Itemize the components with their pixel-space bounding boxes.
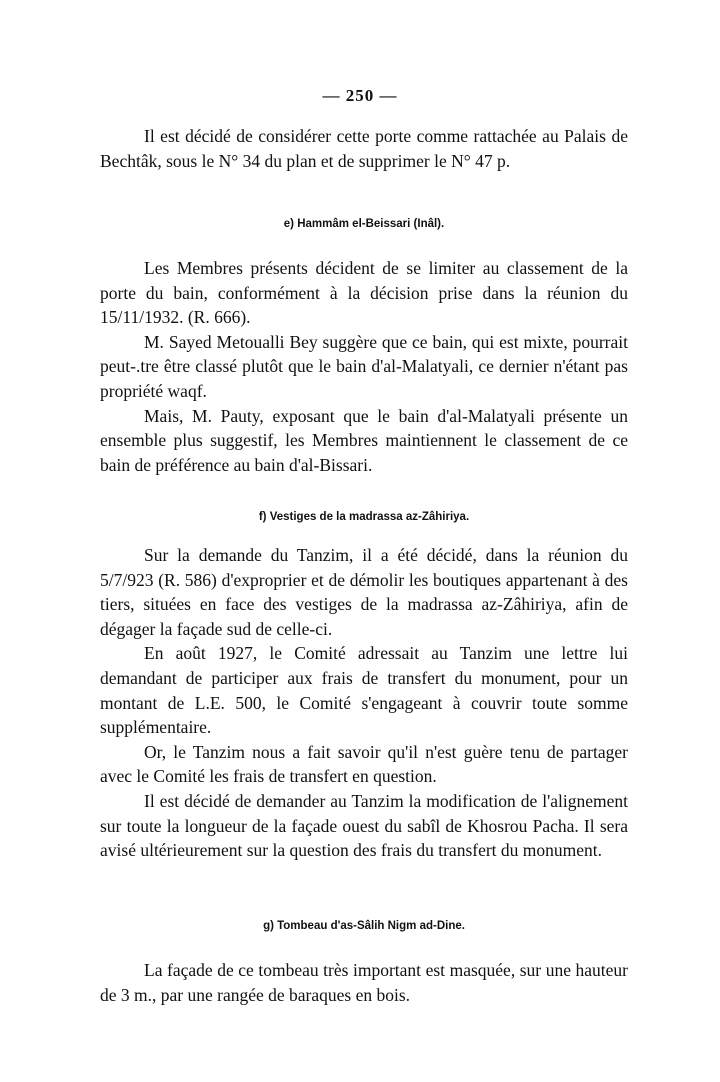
section-heading-g: g) Tombeau d'as-Sâlih Nigm ad-Dine.	[263, 920, 465, 932]
section-f-body	[100, 543, 628, 863]
paragraph: Or, le Tanzim nous a fait savoir qu'il n'est guère tenu de partager avec le Comité les frais de transfert en question.	[100, 741, 628, 787]
paragraph: Sur la demande du Tanzim, il a été décidé, dans la réunion du 5/7/923 (R. 586) d'exproprier et de démolir les boutiques appartenant à des tiers, situées en face des vestiges de la madrassa az-Zâhiriya, afin de dégager la façade sud de celle-ci.	[100, 545, 628, 639]
paragraph-porte-bechtak: Il est décidé de considérer cette porte comme rattachée au Palais de Bechtâk, sous le N° 34 du plan et de supprimer le N° 47 p.	[100, 126, 628, 171]
paragraph: En août 1927, le Comité adressait au Tanzim une lettre lui demandant de participer aux frais de transfert du monument, pour un montant de L.E. 500, le Comité s'engageant à couvrir toute somme supplémentaire.	[100, 643, 628, 738]
section-heading-e: e) Hammâm el-Beissari (Inâl).	[283, 218, 445, 230]
paragraph: Il est décidé de demander au Tanzim la modification de l'alignement sur toute la longueur de la façade ouest du sabîl de Khosrou Pacha. Il sera avisé ultérieurement sur la question des frais du transfert du monument.	[100, 790, 628, 861]
paragraph: Les Membres présents décident de se limiter au classement de la porte du bain, conformément à la décision prise dans la réunion du 15/11/1932. (R. 666).	[100, 258, 628, 328]
section-e-body	[100, 256, 628, 477]
section-g-body	[100, 958, 628, 1007]
paragraph: La façade de ce tombeau très important est masquée, sur une hauteur de 3 m., par une rangée de baraques en bois.	[100, 960, 628, 1005]
paragraph: M. Sayed Metoualli Bey suggère que ce bain, qui est mixte, pourrait peut-.tre être classé plutôt que le bain d'al-Malatyali, ce dernier n'étant pas propriété waqf.	[100, 331, 628, 401]
paragraph: Mais, M. Pauty, exposant que le bain d'al-Malatyali présente un ensemble plus suggestif, les Membres maintiennent le classement de ce bain de préférence au bain d'al-Bissari.	[100, 405, 628, 475]
page-number: — 250 —	[322, 86, 398, 105]
section-heading-f: f) Vestiges de la madrassa az-Zâhiriya.	[258, 511, 470, 523]
